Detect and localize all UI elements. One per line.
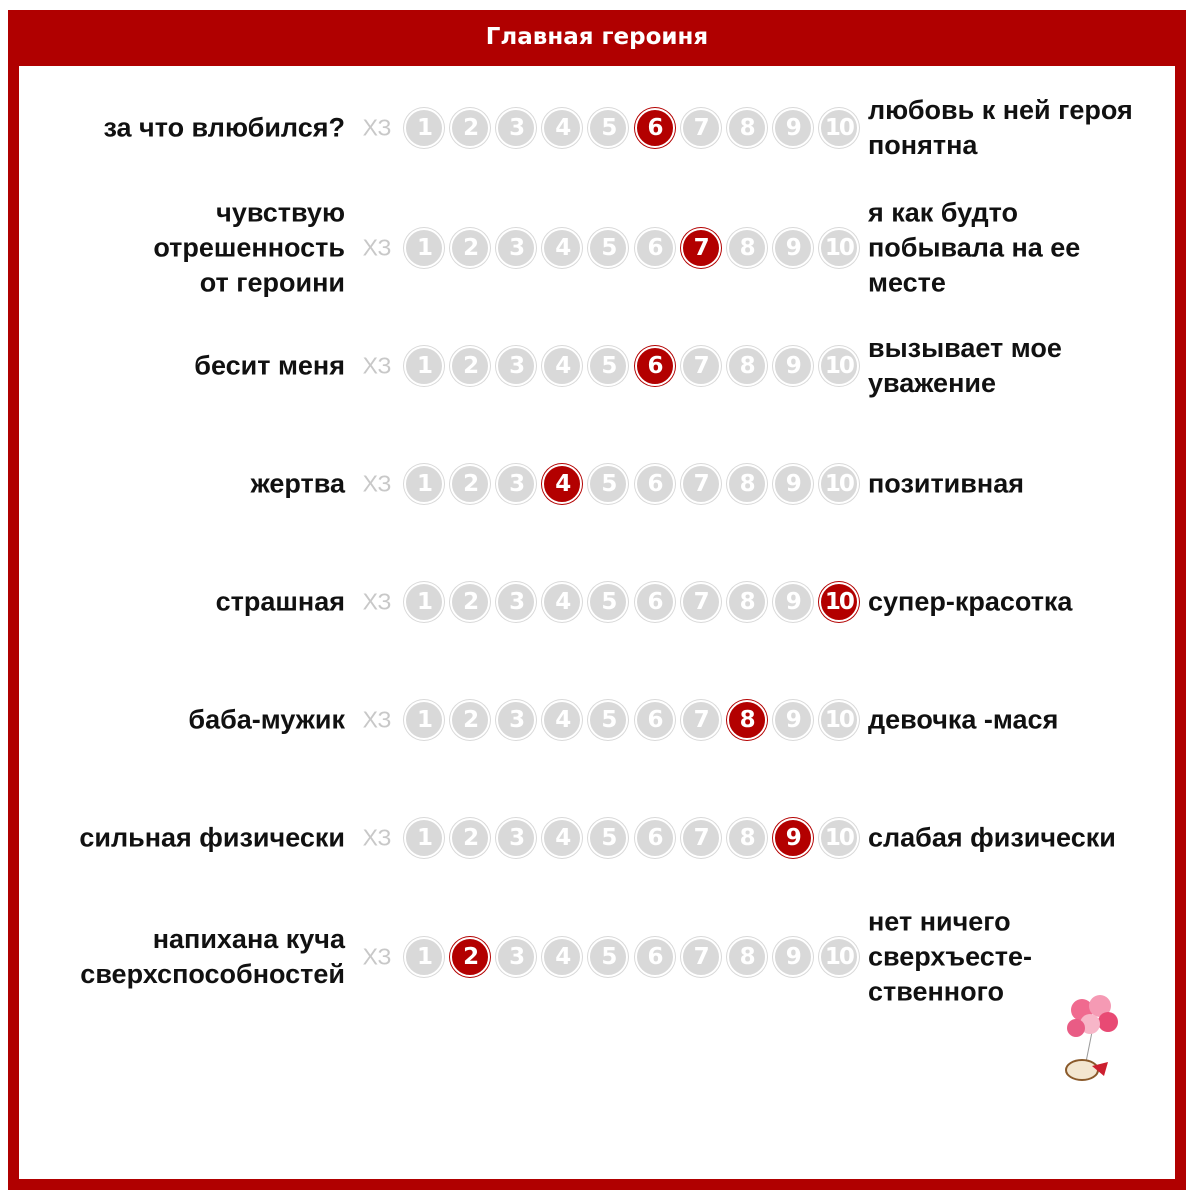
rating-option-8[interactable]: 8	[727, 108, 767, 148]
rating-option-3[interactable]: 3	[496, 464, 536, 504]
rating-option-8[interactable]: 8	[727, 700, 767, 740]
rating-option-4[interactable]: 4	[542, 700, 582, 740]
rating-option-2[interactable]: 2	[450, 346, 490, 386]
rating-option-3[interactable]: 3	[496, 818, 536, 858]
rating-option-7[interactable]: 7	[681, 818, 721, 858]
rating-option-7[interactable]: 7	[681, 108, 721, 148]
rating-option-4[interactable]: 4	[542, 346, 582, 386]
rating-option-5[interactable]: 5	[588, 700, 628, 740]
rating-option-5[interactable]: 5	[588, 582, 628, 622]
unknown-option[interactable]: ХЗ	[362, 352, 392, 379]
rating-option-7[interactable]: 7	[681, 582, 721, 622]
right-pole-label: супер-красотка	[868, 586, 1073, 617]
rating-option-1[interactable]: 1	[404, 700, 444, 740]
rating-option-6[interactable]: 6	[635, 228, 675, 268]
rating-option-5[interactable]: 5	[588, 464, 628, 504]
rating-option-4[interactable]: 4	[542, 464, 582, 504]
rating-option-2[interactable]: 2	[450, 937, 490, 977]
rating-option-6[interactable]: 6	[635, 582, 675, 622]
rating-option-10[interactable]: 10	[819, 108, 859, 148]
rating-option-6[interactable]: 6	[635, 937, 675, 977]
unknown-option[interactable]: ХЗ	[362, 234, 392, 261]
rating-option-5[interactable]: 5	[588, 108, 628, 148]
rating-option-6[interactable]: 6	[635, 818, 675, 858]
page-title: Главная героиня	[485, 24, 709, 50]
rating-option-1[interactable]: 1	[404, 464, 444, 504]
rating-option-9[interactable]: 9	[773, 228, 813, 268]
rating-option-2[interactable]: 2	[450, 818, 490, 858]
rating-option-4[interactable]: 4	[542, 818, 582, 858]
rating-option-2[interactable]: 2	[450, 582, 490, 622]
rating-option-9[interactable]: 9	[773, 346, 813, 386]
rating-option-1[interactable]: 1	[404, 228, 444, 268]
rating-option-10[interactable]: 10	[819, 228, 859, 268]
left-pole-label: страшная	[215, 586, 345, 617]
rating-option-8[interactable]: 8	[727, 228, 767, 268]
rating-option-5[interactable]: 5	[588, 937, 628, 977]
rating-option-2[interactable]: 2	[450, 228, 490, 268]
rating-option-5[interactable]: 5	[588, 346, 628, 386]
rating-option-10[interactable]: 10	[819, 937, 859, 977]
rating-option-8[interactable]: 8	[727, 937, 767, 977]
right-pole-label: любовь к ней героя понятна	[868, 95, 1133, 160]
rating-option-3[interactable]: 3	[496, 582, 536, 622]
rating-option-10[interactable]: 10	[819, 818, 859, 858]
rating-option-1[interactable]: 1	[404, 346, 444, 386]
left-pole-label: сильная физически	[79, 822, 345, 853]
rating-option-7[interactable]: 7	[681, 346, 721, 386]
rating-option-7[interactable]: 7	[681, 937, 721, 977]
rating-option-1[interactable]: 1	[404, 818, 444, 858]
rating-option-8[interactable]: 8	[727, 582, 767, 622]
unknown-option[interactable]: ХЗ	[362, 943, 392, 970]
rating-option-2[interactable]: 2	[450, 108, 490, 148]
right-pole-label: слабая физически	[868, 822, 1116, 853]
rating-option-2[interactable]: 2	[450, 464, 490, 504]
rating-option-2[interactable]: 2	[450, 700, 490, 740]
rating-option-9[interactable]: 9	[773, 818, 813, 858]
rating-option-1[interactable]: 1	[404, 108, 444, 148]
rating-option-7[interactable]: 7	[681, 464, 721, 504]
left-pole-label: бесит меня	[194, 350, 345, 381]
rating-option-3[interactable]: 3	[496, 228, 536, 268]
rating-option-9[interactable]: 9	[773, 937, 813, 977]
rating-option-4[interactable]: 4	[542, 108, 582, 148]
rating-option-7[interactable]: 7	[681, 228, 721, 268]
rating-option-4[interactable]: 4	[542, 582, 582, 622]
rating-option-4[interactable]: 4	[542, 937, 582, 977]
rating-option-7[interactable]: 7	[681, 700, 721, 740]
rating-option-9[interactable]: 9	[773, 582, 813, 622]
right-pole-label: позитивная	[868, 468, 1024, 499]
left-pole-label: напихана куча сверхспособностей	[80, 924, 345, 989]
left-pole-label: баба-мужик	[188, 704, 345, 735]
rating-option-5[interactable]: 5	[588, 228, 628, 268]
unknown-option[interactable]: ХЗ	[362, 706, 392, 733]
rating-option-4[interactable]: 4	[542, 228, 582, 268]
rating-option-3[interactable]: 3	[496, 700, 536, 740]
rating-option-9[interactable]: 9	[773, 700, 813, 740]
rating-option-1[interactable]: 1	[404, 582, 444, 622]
unknown-option[interactable]: ХЗ	[362, 470, 392, 497]
left-pole-label: за что влюбился?	[103, 112, 345, 143]
rating-option-8[interactable]: 8	[727, 464, 767, 504]
rating-option-10[interactable]: 10	[819, 700, 859, 740]
left-pole-label: жертва	[250, 468, 345, 499]
rating-option-3[interactable]: 3	[496, 937, 536, 977]
rating-option-5[interactable]: 5	[588, 818, 628, 858]
rating-option-9[interactable]: 9	[773, 464, 813, 504]
rating-option-3[interactable]: 3	[496, 108, 536, 148]
unknown-option[interactable]: ХЗ	[362, 824, 392, 851]
rating-option-3[interactable]: 3	[496, 346, 536, 386]
unknown-option[interactable]: ХЗ	[362, 114, 392, 141]
right-pole-label: вызывает мое уважение	[868, 333, 1062, 398]
right-pole-label: я как будто побывала на ее месте	[868, 197, 1081, 298]
rating-option-6[interactable]: 6	[635, 700, 675, 740]
rating-option-10[interactable]: 10	[819, 346, 859, 386]
left-pole-label: чувствую отрешенность от героини	[153, 197, 345, 298]
balloons-sticker	[1052, 992, 1132, 1088]
rating-option-1[interactable]: 1	[404, 937, 444, 977]
rating-option-8[interactable]: 8	[727, 818, 767, 858]
right-pole-label: девочка -мася	[868, 704, 1059, 735]
rating-option-6[interactable]: 6	[635, 464, 675, 504]
rating-option-6[interactable]: 6	[635, 346, 675, 386]
rating-option-10[interactable]: 10	[819, 582, 859, 622]
unknown-option[interactable]: ХЗ	[362, 588, 392, 615]
rating-option-10[interactable]: 10	[819, 464, 859, 504]
rating-option-9[interactable]: 9	[773, 108, 813, 148]
rating-option-8[interactable]: 8	[727, 346, 767, 386]
rating-option-6[interactable]: 6	[635, 108, 675, 148]
right-pole-label: нет ничего сверхъесте- ственного	[868, 906, 1033, 1007]
